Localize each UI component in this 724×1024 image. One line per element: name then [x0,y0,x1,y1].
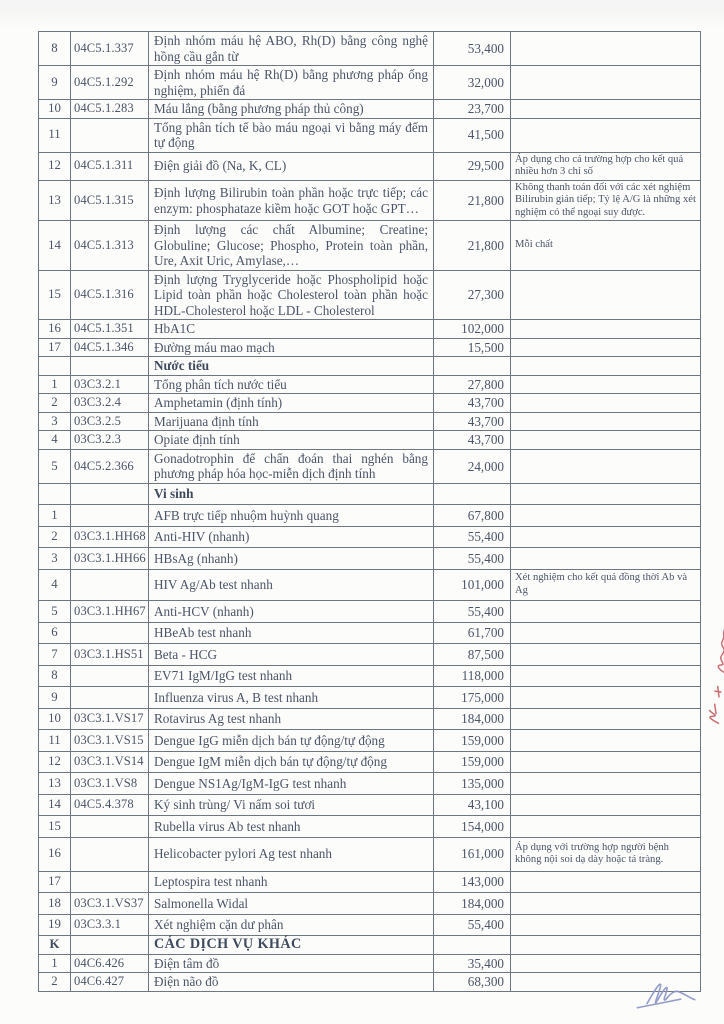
service-price-cell: 55,400 [434,526,511,548]
service-code-cell [71,118,149,152]
table-row [39,708,701,730]
service-desc-cell: EV71 IgM/IgG test nhanh [149,665,434,687]
service-code-cell: 03C3.2.3 [71,431,149,450]
row-number-cell: 1 [39,375,71,394]
service-code-cell [71,622,149,644]
service-note-cell [511,816,701,838]
service-desc-cell: Amphetamin (định tính) [149,394,434,413]
row-number-cell: 8 [39,665,71,687]
row-number-cell: 15 [39,270,71,320]
service-desc-cell: AFB trực tiếp nhuộm huỳnh quang [149,505,434,527]
service-note-cell [511,320,701,339]
service-note-cell [511,644,701,666]
service-price-cell: 102,000 [434,320,511,339]
service-desc-cell: Salmonella Widal [149,893,434,915]
row-number-cell: 4 [39,431,71,450]
row-number-cell: 18 [39,893,71,915]
service-desc-cell: Định nhóm máu hệ ABO, Rh(D) bằng công nghệ hồng cầu gắn từ [149,32,434,66]
price-table-body [39,32,701,992]
table-row [39,449,701,483]
service-code-cell: 04C5.4.378 [71,794,149,816]
table-row [39,601,701,623]
service-note-cell [511,954,701,973]
service-code-cell: 03C3.1.VS15 [71,730,149,752]
table-row [39,871,701,893]
service-code-cell: 04C5.1.315 [71,180,149,221]
service-price-cell: 55,400 [434,548,511,570]
row-number-cell: 9 [39,66,71,100]
section-note-cell [511,936,701,955]
table-row [39,431,701,450]
service-price-cell: 24,000 [434,449,511,483]
service-desc-cell: Dengue IgG miễn dịch bán tự động/tự động [149,730,434,752]
service-note-cell [511,270,701,320]
table-row [39,221,701,271]
service-code-cell [71,837,149,871]
section-code-cell [71,483,149,505]
service-note-cell [511,66,701,100]
table-row [39,375,701,394]
row-number-cell: 4 [39,569,71,600]
service-price-cell: 154,000 [434,816,511,838]
service-price-cell: 43,100 [434,794,511,816]
service-price-cell: 35,400 [434,954,511,973]
service-code-cell: 03C3.1.HH67 [71,601,149,623]
service-note-cell [511,622,701,644]
row-number-cell: 14 [39,794,71,816]
service-note-cell [511,505,701,527]
service-note-cell [511,794,701,816]
row-number-cell: 12 [39,152,71,180]
service-price-cell: 184,000 [434,708,511,730]
service-note-cell [511,375,701,394]
service-desc-cell: HIV Ag/Ab test nhanh [149,569,434,600]
service-note-cell: Áp dụng với trường hợp người bệnh không nội soi dạ dày hoặc tá tràng. [511,837,701,871]
row-number-cell: 10 [39,100,71,119]
service-desc-cell: Máu lắng (bằng phương pháp thủ công) [149,100,434,119]
service-price-cell: 68,300 [434,973,511,992]
service-desc-cell: Ký sinh trùng/ Vi nấm soi tươi [149,794,434,816]
table-row [39,66,701,100]
service-note-cell [511,526,701,548]
row-number-cell: 7 [39,644,71,666]
service-code-cell: 03C3.1.HH66 [71,548,149,570]
table-row [39,100,701,119]
service-desc-cell: Beta - HCG [149,644,434,666]
service-price-cell: 161,000 [434,837,511,871]
table-row [39,914,701,936]
row-number-cell: 16 [39,837,71,871]
table-row [39,751,701,773]
table-row [39,687,701,709]
service-desc-cell: Opiate định tính [149,431,434,450]
table-row [39,118,701,152]
section-no-cell: K [39,936,71,955]
table-row [39,320,701,339]
service-desc-cell: Đường máu mao mạch [149,338,434,357]
blue-signature-mark [627,976,700,1011]
row-number-cell: 15 [39,816,71,838]
service-desc-cell: Định nhóm máu hệ Rh(D) bằng phương pháp ống nghiệm, phiến đá [149,66,434,100]
service-note-cell [511,548,701,570]
service-code-cell: 04C6.427 [71,973,149,992]
service-note-cell [511,773,701,795]
service-code-cell: 03C3.2.5 [71,412,149,431]
service-desc-cell: Điện não đồ [149,973,434,992]
service-price-cell: 101,000 [434,569,511,600]
service-price-cell: 118,000 [434,665,511,687]
table-row [39,954,701,973]
service-desc-cell: Định lượng Bilirubin toàn phần hoặc trực tiếp; các enzym: phosphataze kiềm hoặc GOT hoặc GPT… [149,180,434,221]
service-price-cell: 159,000 [434,751,511,773]
row-number-cell: 12 [39,751,71,773]
service-price-cell: 67,800 [434,505,511,527]
table-row [39,569,701,600]
row-number-cell: 3 [39,548,71,570]
service-desc-cell: Leptospira test nhanh [149,871,434,893]
service-price-cell: 87,500 [434,644,511,666]
service-price-cell: 29,500 [434,152,511,180]
service-price-cell: 21,800 [434,221,511,271]
row-number-cell: 1 [39,505,71,527]
service-price-cell: 43,700 [434,412,511,431]
table-row [39,665,701,687]
service-note-cell [511,708,701,730]
red-margin-annotation [700,608,724,728]
service-code-cell [71,871,149,893]
service-price-cell: 41,500 [434,118,511,152]
service-code-cell: 04C5.1.292 [71,66,149,100]
service-code-cell: 03C3.2.1 [71,375,149,394]
row-number-cell: 8 [39,32,71,66]
service-price-cell: 55,400 [434,601,511,623]
service-code-cell: 03C3.1.VS14 [71,751,149,773]
service-desc-cell: HBeAb test nhanh [149,622,434,644]
table-row [39,526,701,548]
service-desc-cell: Điện tâm đồ [149,954,434,973]
service-desc-cell: Dengue NS1Ag/IgM-IgG test nhanh [149,773,434,795]
section-no-cell [39,357,71,376]
service-note-cell [511,730,701,752]
service-note-cell [511,601,701,623]
row-number-cell: 14 [39,221,71,271]
service-desc-cell: Định lượng các chất Albumine; Creatine; Globuline; Glucose; Phospho, Protein toàn phần, Ure, Axit Uric, Amylase,… [149,221,434,271]
row-number-cell: 2 [39,973,71,992]
section-note-cell [511,483,701,505]
service-note-cell [511,100,701,119]
row-number-cell: 11 [39,118,71,152]
section-header-row [39,936,701,955]
service-price-cell: 53,400 [434,32,511,66]
service-code-cell: 04C5.2.366 [71,449,149,483]
row-number-cell: 5 [39,449,71,483]
service-desc-cell: Influenza virus A, B test nhanh [149,687,434,709]
service-price-cell: 43,700 [434,394,511,413]
row-number-cell: 19 [39,914,71,936]
service-code-cell [71,665,149,687]
signature-scribble-icon [627,976,700,1011]
section-note-cell [511,357,701,376]
row-number-cell: 11 [39,730,71,752]
table-row [39,270,701,320]
service-desc-cell: HbA1C [149,320,434,339]
service-note-cell: Xét nghiệm cho kết quả đồng thời Ab và Ag [511,569,701,600]
service-desc-cell: Rubella virus Ab test nhanh [149,816,434,838]
service-desc-cell: Helicobacter pylori Ag test nhanh [149,837,434,871]
service-desc-cell: Marijuana định tính [149,412,434,431]
row-number-cell: 3 [39,412,71,431]
table-row [39,816,701,838]
section-no-cell [39,483,71,505]
section-title: Nước tiểu [149,357,434,376]
table-row [39,622,701,644]
service-code-cell: 03C3.3.1 [71,914,149,936]
service-price-cell: 15,500 [434,338,511,357]
table-row [39,32,701,66]
service-code-cell: 03C3.1.HH68 [71,526,149,548]
table-row [39,505,701,527]
section-title: Vi sinh [149,483,434,505]
service-code-cell [71,816,149,838]
section-price-cell [434,936,511,955]
service-desc-cell: Tổng phân tích nước tiểu [149,375,434,394]
row-number-cell: 10 [39,708,71,730]
service-code-cell: 04C5.1.283 [71,100,149,119]
section-title: CÁC DỊCH VỤ KHÁC [149,936,434,955]
service-code-cell: 04C5.1.316 [71,270,149,320]
service-note-cell [511,893,701,915]
service-desc-cell: HBsAg (nhanh) [149,548,434,570]
service-note-cell [511,449,701,483]
service-desc-cell: Gonadotrophin để chẩn đoán thai nghén bằng phương pháp hóa học-miễn dịch định tính [149,449,434,483]
service-desc-cell: Anti-HIV (nhanh) [149,526,434,548]
service-code-cell [71,687,149,709]
service-price-cell: 27,800 [434,375,511,394]
service-note-cell [511,665,701,687]
service-code-cell: 03C3.1.VS17 [71,708,149,730]
service-note-cell [511,751,701,773]
row-number-cell: 1 [39,954,71,973]
section-price-cell [434,357,511,376]
row-number-cell: 2 [39,526,71,548]
service-price-cell: 55,400 [434,914,511,936]
row-number-cell: 17 [39,338,71,357]
table-row [39,794,701,816]
service-note-cell [511,338,701,357]
table-row [39,973,701,992]
service-desc-cell: Dengue IgM miễn dịch bán tự động/tự động [149,751,434,773]
service-note-cell [511,412,701,431]
service-code-cell: 04C5.1.337 [71,32,149,66]
row-number-cell: 13 [39,180,71,221]
service-note-cell [511,431,701,450]
table-row [39,412,701,431]
service-code-cell: 04C5.1.313 [71,221,149,271]
service-price-cell: 135,000 [434,773,511,795]
row-number-cell: 9 [39,687,71,709]
service-desc-cell: Rotavirus Ag test nhanh [149,708,434,730]
service-price-cell: 175,000 [434,687,511,709]
service-note-cell: Áp dụng cho cả trường hợp cho kết quả nhiều hơn 3 chỉ số [511,152,701,180]
service-code-cell: 04C6.426 [71,954,149,973]
service-note-cell [511,32,701,66]
service-price-cell: 61,700 [434,622,511,644]
service-desc-cell: Tổng phân tích tế bào máu ngoại vi bằng máy đếm tự động [149,118,434,152]
row-number-cell: 5 [39,601,71,623]
service-price-cell: 159,000 [434,730,511,752]
service-code-cell: 03C3.2.4 [71,394,149,413]
service-desc-cell: Điện giải đồ (Na, K, CL) [149,152,434,180]
section-code-cell [71,936,149,955]
service-code-cell: 04C5.1.311 [71,152,149,180]
service-note-cell [511,914,701,936]
service-price-cell: 21,800 [434,180,511,221]
table-row [39,394,701,413]
row-number-cell: 6 [39,622,71,644]
row-number-cell: 16 [39,320,71,339]
table-row [39,152,701,180]
service-note-cell [511,871,701,893]
service-note-cell: Mỗi chất [511,221,701,271]
service-desc-cell: Xét nghiệm cặn dư phân [149,914,434,936]
row-number-cell: 2 [39,394,71,413]
row-number-cell: 13 [39,773,71,795]
service-code-cell: 03C3.1.VS37 [71,893,149,915]
service-price-cell: 184,000 [434,893,511,915]
table-row [39,837,701,871]
section-price-cell [434,483,511,505]
table-row [39,644,701,666]
service-price-table [38,31,701,992]
table-row [39,180,701,221]
service-note-cell [511,687,701,709]
service-code-cell: 04C5.1.351 [71,320,149,339]
service-price-cell: 143,000 [434,871,511,893]
table-row [39,893,701,915]
red-handwriting-icon [700,608,724,728]
section-code-cell [71,357,149,376]
table-row [39,548,701,570]
service-desc-cell: Định lượng Tryglyceride hoặc Phospholipid hoặc Lipid toàn phần hoặc Cholesterol toàn phần hoặc HDL-Cholesterol hoặc LDL - Cholesterol [149,270,434,320]
service-note-cell [511,118,701,152]
service-price-cell: 23,700 [434,100,511,119]
row-number-cell: 17 [39,871,71,893]
service-code-cell [71,569,149,600]
service-code-cell: 04C5.1.346 [71,338,149,357]
table-row [39,730,701,752]
service-note-cell [511,394,701,413]
service-price-cell: 27,300 [434,270,511,320]
table-row [39,338,701,357]
service-price-cell: 32,000 [434,66,511,100]
service-code-cell: 03C3.1.VS8 [71,773,149,795]
section-header-row [39,357,701,376]
service-price-cell: 43,700 [434,431,511,450]
service-note-cell: Không thanh toán đối với các xét nghiệm Bilirubin gián tiếp; Tỷ lệ A/G là những xét nghiệm có thể ngoại suy được. [511,180,701,221]
service-code-cell [71,505,149,527]
service-desc-cell: Anti-HCV (nhanh) [149,601,434,623]
table-row [39,773,701,795]
service-code-cell: 03C3.1.HS51 [71,644,149,666]
section-header-row [39,483,701,505]
